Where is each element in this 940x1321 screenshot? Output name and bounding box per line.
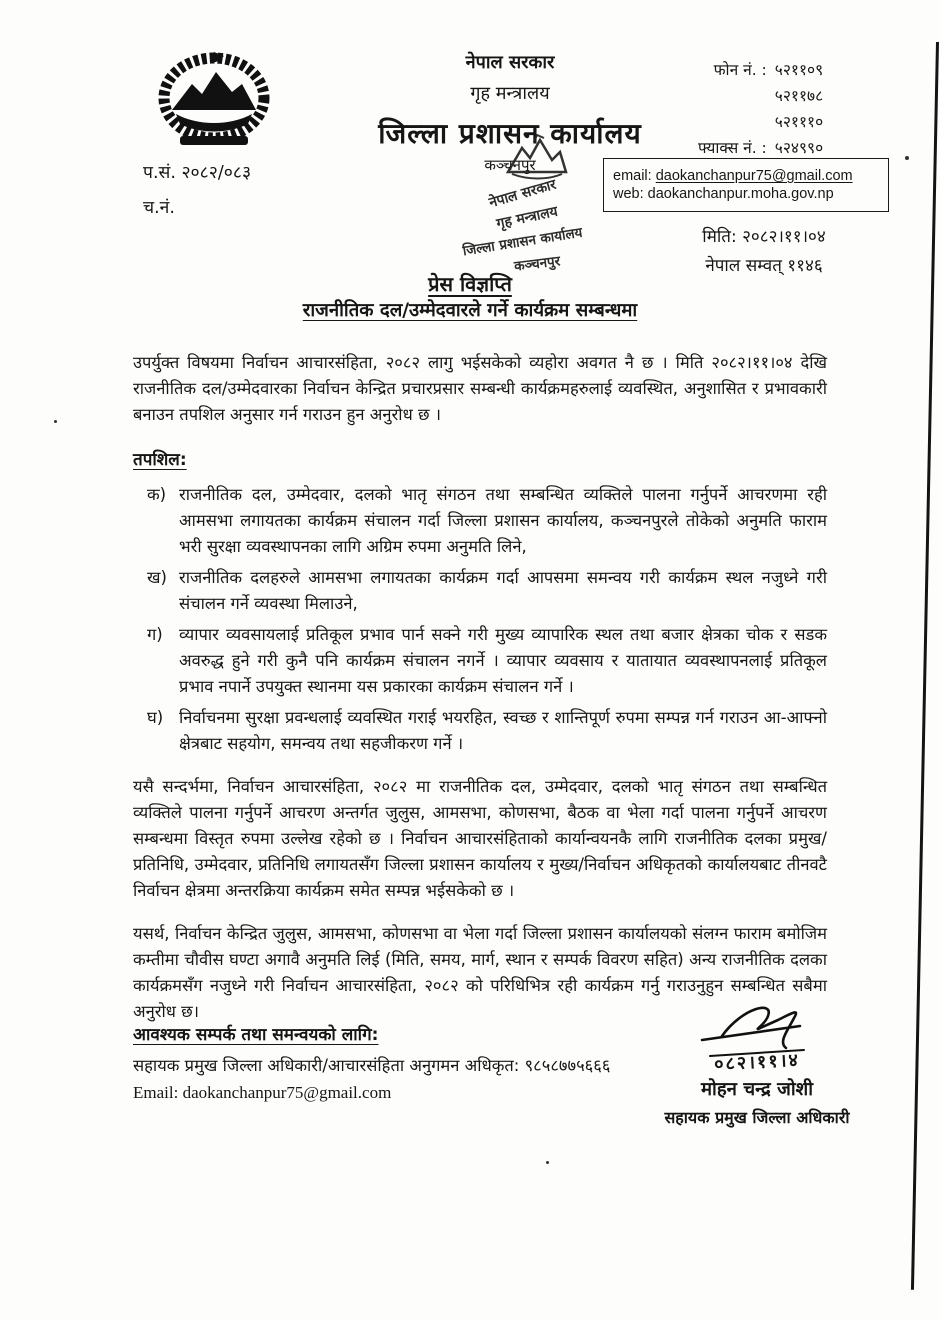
scan-edge-line bbox=[911, 42, 939, 1290]
contact-box bbox=[603, 158, 889, 212]
item-marker: ग) bbox=[147, 625, 163, 644]
phone-number: ५२१११० bbox=[774, 113, 824, 131]
phone-block bbox=[698, 58, 847, 162]
list-item bbox=[147, 622, 827, 700]
signatory-title: सहायक प्रमुख जिल्ला अधिकारी bbox=[664, 1108, 850, 1127]
item-marker: क) bbox=[147, 485, 167, 504]
list-item bbox=[147, 705, 827, 757]
scan-speck bbox=[546, 1161, 549, 1164]
stamp-line-4: कञ्चनपुर bbox=[513, 253, 562, 275]
item-text: व्यापार व्यवसायलाई प्रतिकूल प्रभाव पार्न सक्ने गरी मुख्य व्यापारिक स्थल तथा बजार क्षेत्रका चोक र सडक अवरुद्ध हुने गरी कुनै पनि कार्यक्रम संचालन नगर्ने । व्यापार व्यवसाय र यातायात व्यवस्थापनलाई प्रतिकूल प्रभाव नपार्ने उपयुक्त स्थानमा यस प्रकारका कार्यक्रम संचालन गर्ने । bbox=[179, 625, 827, 696]
stamp-line-2: गृह मन्त्रालय bbox=[495, 203, 560, 233]
item-marker: घ) bbox=[147, 708, 164, 727]
ref-number: प.सं. २०८२/०८३ bbox=[143, 163, 252, 183]
fax-number: ५२४९९० bbox=[774, 139, 824, 157]
stamp-line-3: जिल्ला प्रशासन कार्यालय bbox=[461, 224, 584, 260]
item-text: राजनीतिक दलहरुले आमसभा लगायतका कार्यक्रम गर्दा आपसमा समन्वय गरी कार्यक्रम स्थल नजुध्ने गरी संचालन गर्ने व्यवस्था मिलाउने, bbox=[179, 568, 827, 613]
letter-body bbox=[133, 350, 827, 1025]
district-name: कञ्चनपुर bbox=[484, 156, 536, 174]
phone-row bbox=[698, 110, 847, 132]
phone-row bbox=[698, 84, 847, 106]
contact-section bbox=[133, 1022, 693, 1103]
ministry-line: गृह मन्त्रालय bbox=[470, 83, 550, 104]
email-line bbox=[613, 168, 879, 184]
phone-number: ५२११७८ bbox=[774, 87, 824, 105]
signatory-name: मोहन चन्द्र जोशी bbox=[700, 1079, 813, 1100]
scan-speck bbox=[905, 156, 909, 160]
signature-block bbox=[632, 1002, 882, 1128]
reference-block bbox=[143, 160, 251, 230]
paragraph-2: यसै सन्दर्भमा, निर्वाचन आचारसंहिता, २०८२ मा राजनीतिक दल, उम्मेदवार, दलको भातृ संगठन तथा सम्बन्धित व्यक्तिले पालना गर्नुपर्ने आचरण अन्तर्गत जुलुस, आमसभा, कोणसभा, बैठक वा भेला गर्दा पालना गर्नुपर्ने आचरण सम्बन्धमा विस्तृत रुपमा उल्लेख रहेको छ । निर्वाचन आचारसंहिताको कार्यान्वयनकै लागि राजनीतिक दलका प्रमुख/प्रतिनिधि, उम्मेदवार, प्रतिनिधि लगायतसँग जिल्ला प्रशासन कार्यालय र मुख्य/निर्वाचन अधिकृतको कार्यालयबाट तीनवटै निर्वाचन क्षेत्रमा अन्तरक्रिया कार्यक्रम समेत सम्पन्न भईसकेको छ । bbox=[133, 777, 827, 900]
web-address: daokanchanpur.moha.gov.np bbox=[647, 186, 834, 202]
fax-row bbox=[698, 136, 847, 158]
item-marker: ख) bbox=[147, 568, 167, 587]
contact-heading: आवश्यक सम्पर्क तथा समन्वयको लागि: bbox=[133, 1025, 379, 1045]
dispatch-number: च.नं. bbox=[143, 198, 175, 218]
web-line bbox=[613, 186, 879, 202]
contact-email-line: Email: daokanchanpur75@gmail.com bbox=[133, 1083, 392, 1102]
web-label: web: bbox=[613, 186, 644, 202]
item-text: निर्वाचनमा सुरक्षा प्रवन्धलाई व्यवस्थित गराई भयरहित, स्वच्छ र शान्तिपूर्ण रुपमा सम्पन्न गर्न गराउन आ-आफ्नो क्षेत्रबाट सहयोग, समन्वय तथा सहजीकरण गर्ने । bbox=[179, 708, 827, 753]
scan-speck bbox=[54, 420, 57, 423]
sambat-line: नेपाल सम्वत् ११४६ bbox=[705, 256, 823, 276]
stamp-line-1: नेपाल सरकार bbox=[487, 176, 559, 212]
phone-label: फोन नं. : bbox=[713, 61, 767, 79]
email-label: email: bbox=[613, 168, 652, 184]
phone-row bbox=[698, 58, 847, 80]
list-heading: तपशिल: bbox=[133, 450, 187, 470]
email-address: daokanchanpur75@gmail.com bbox=[655, 168, 853, 184]
fax-label: फ्याक्स नं. : bbox=[698, 139, 767, 157]
date-line: मिति: २०८२।११।०४ bbox=[702, 227, 826, 247]
government-line: नेपाल सरकार bbox=[465, 52, 555, 73]
stamp-emblem-icon bbox=[504, 134, 568, 180]
paragraph-1: उपर्युक्त विषयमा निर्वाचन आचारसंहिता, २०८२ लागु भईसकेको व्यहोरा अवगत नै छ । मिति २०८२।११।०४ देखि राजनीतिक दल/उम्मेदवारका निर्वाचन केन्द्रित प्रचारप्रसार सम्बन्धी कार्यक्रमहरुलाई व्यवस्थित, अनुशासित र प्रभावकारी बनाउन तपशिल अनुसार गर्न गराउन हुन अनुरोध छ । bbox=[133, 353, 827, 424]
title-block bbox=[0, 270, 940, 322]
subject-line: राजनीतिक दल/उम्मेदवारले गर्ने कार्यक्रम सम्बन्धमा bbox=[302, 300, 638, 321]
press-release-title: प्रेस विज्ञप्ति bbox=[428, 272, 512, 296]
contact-officer-line: सहायक प्रमुख जिल्ला अधिकारी/आचारसंहिता अनुगमन अधिकृत: ९८५८७७५६६६ bbox=[133, 1056, 611, 1075]
list-item bbox=[147, 482, 827, 560]
nepal-emblem-icon bbox=[158, 50, 270, 154]
signature-date: ०८२।११।४ bbox=[713, 1049, 801, 1076]
office-title: जिल्ला प्रशासन कार्यालय bbox=[378, 117, 642, 150]
phone-number: ५२११०९ bbox=[774, 61, 824, 79]
paragraph-3: यसर्थ, निर्वाचन केन्द्रित जुलुस, आमसभा, कोणसभा वा भेला गर्दा जिल्ला प्रशासन कार्यालयको संलग्न फाराम बमोजिम कम्तीमा चौवीस घण्टा अगावै अनुमति लिई (मिति, समय, मार्ग, स्थान र सम्पर्क विवरण सहित) अन्य राजनीतिक दलका कार्यक्रमसँग नजुध्ने गरी निर्वाचन आचारसंहिता, २०८२ को परिधिभित्र रही कार्यक्रम गर्नु गराउनुहुन सम्बन्धित सबैमा अनुरोध छ। bbox=[133, 924, 827, 1021]
condition-list bbox=[133, 482, 827, 757]
list-item bbox=[147, 565, 827, 617]
item-text: राजनीतिक दल, उम्मेदवार, दलको भातृ संगठन तथा सम्बन्धित व्यक्तिले पालना गर्नुपर्ने आचरणमा रही आमसभा लगायतका कार्यक्रम संचालन गर्दा जिल्ला प्रशासन कार्यालय, कञ्चनपुरले तोकेको अनुमति फाराम भरी सुरक्षा व्यवस्थापनका लागि अग्रिम रुपमा अनुमति लिने, bbox=[179, 485, 827, 556]
